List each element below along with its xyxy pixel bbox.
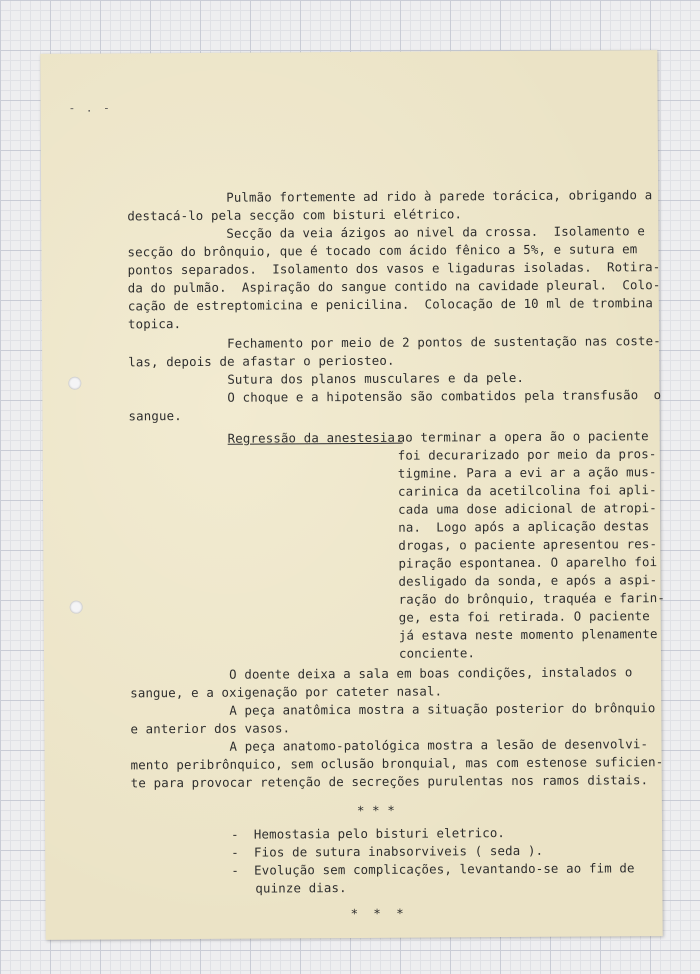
text-line: te para provocar retenção de secreções purulentas nos ramos distais. [130, 772, 649, 791]
text-line: conciente. [398, 645, 476, 661]
text-line: * * * [350, 905, 404, 922]
text-line: e anterior dos vasos. [130, 720, 291, 737]
text-line: - Fios de sutura inabsorviveis ( seda ). [231, 842, 544, 860]
text-line: drogas, o paciente apresentou res- [398, 536, 658, 553]
text-line: na. Logo após a aplicação destas [398, 518, 650, 535]
text-line: las, depois de afastar o periosteo. [128, 352, 395, 370]
text-line: tigmine. Para a evi ar a ação mus- [397, 464, 657, 481]
text-line: - Evolução sem complicações, levantando-se ao fim de [231, 860, 635, 878]
text-line: ao terminar a opera ão o paciente [397, 428, 649, 445]
text-line: * * * [356, 802, 396, 818]
text-line: desligado da sonda, e após a aspi- [398, 572, 658, 589]
text-line: Fechamento por meio de 2 pontos de sustentação nas coste- [227, 333, 661, 351]
punch-hole [68, 377, 81, 390]
text-line: A peça anatomo-patológica mostra a lesão de desenvolvi- [229, 736, 649, 754]
text-line: destacá-lo pela secção com bisturi elétrico. [127, 206, 463, 224]
text-line: cada uma dose adicional de atropi- [398, 500, 657, 517]
text-line: mento peribrônquico, sem oclusão bronquial, mas com estenose suficien- [130, 754, 664, 773]
text-line: cação de estreptomicina e penicilina. Colocação de 10 ml de trombina [127, 295, 653, 314]
punch-hole [70, 601, 83, 614]
text-line: Secção da veia ázigos ao nivel da crossa. Isolamento e [226, 223, 645, 241]
text-line: já estava neste momento plenamente [398, 626, 658, 643]
text-line: sangue, e a oxigenação por cateter nasal. [130, 683, 443, 701]
text-line: O choque e a hipotensão são combatidos pela transfusão o [227, 387, 662, 405]
text-line: ge, esta foi retirada. O paciente [398, 608, 650, 625]
text-line: quinze dias. [255, 880, 347, 896]
document-page [40, 50, 666, 940]
text-line: carinica da acetilcolina foi apli- [397, 482, 657, 499]
text-line: secção do brônquio, que é tocado com ácido fênico a 5%, e sutura em [127, 241, 638, 260]
text-line: - Hemostasia pelo bisturi eletrico. [231, 825, 506, 842]
text-line: topica. [127, 316, 182, 332]
text-line: foi decurarizado por meio da pros- [397, 446, 657, 463]
text-line: ração do brônquio, traquéa e farin- [398, 590, 666, 607]
text-line: sangue. [128, 408, 182, 424]
text-line: piração espontanea. O aparelho foi [398, 554, 658, 571]
page-mark: - . - [68, 101, 112, 115]
text-line: Pulmão fortemente ad rido à parede torácica, obrigando a [226, 187, 653, 205]
text-line: Sutura dos planos musculares e da pele. [227, 369, 525, 387]
text-line: da do pulmão. Aspiração do sangue contido na cavidade pleural. Colo- [127, 277, 661, 296]
typewritten-text [40, 50, 666, 922]
text-line: A peça anatômica mostra a situação posterior do brônquio [229, 700, 656, 718]
text-line: O doente deixa a sala em boas condições, instalados o [229, 664, 633, 682]
text-line: pontos separados. Isolamento dos vasos e ligaduras isoladas. Rotira- [127, 259, 661, 278]
text-line: Regressão da anestesia: [227, 429, 403, 446]
